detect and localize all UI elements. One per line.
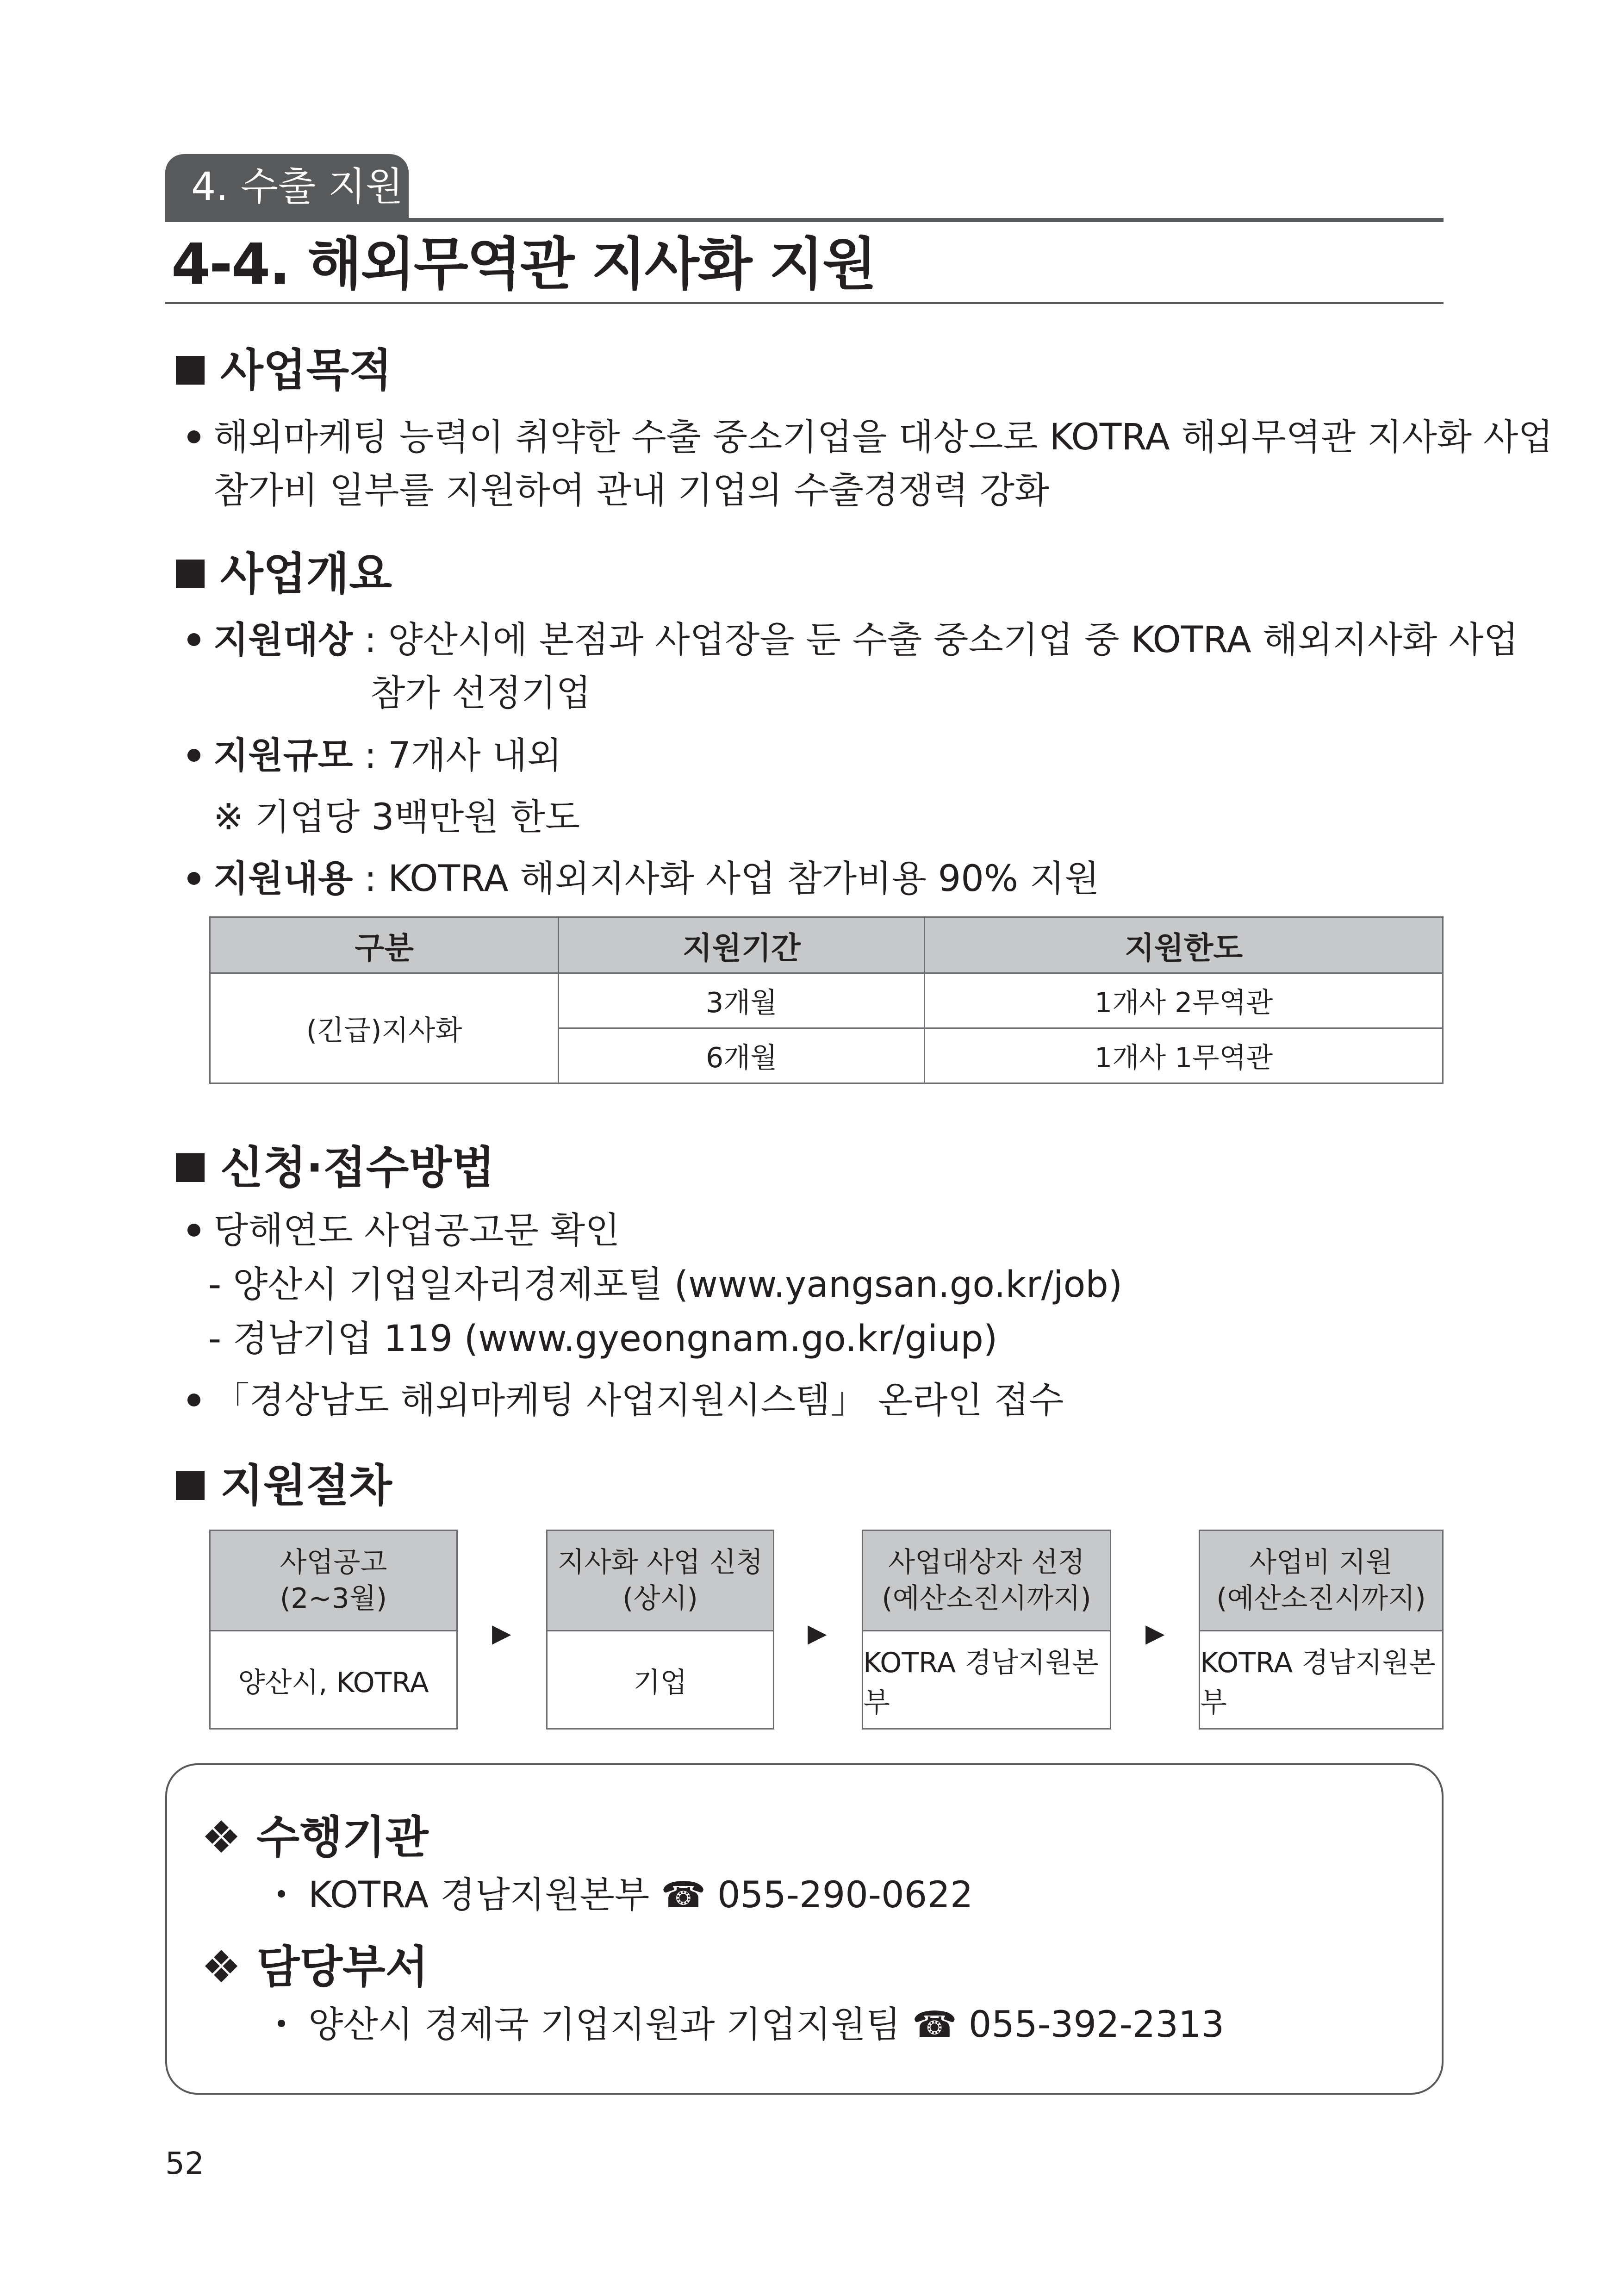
apply-item-1 [187, 1205, 620, 1256]
title-rule-top [165, 218, 1444, 222]
bullet-dot-icon [187, 749, 200, 762]
flow-step-actor: KOTRA 경남지원본부 [863, 1630, 1110, 1730]
agency-line [278, 1870, 973, 1921]
purpose-line-1 [187, 412, 1553, 463]
diamond-marker-icon: ❖ [201, 1941, 242, 1993]
small-bullet-icon [278, 2020, 285, 2027]
support-table [209, 916, 1444, 1084]
section-heading-text: 사업목적 [220, 344, 392, 396]
bullet-dot-icon [187, 633, 200, 646]
flow-step-2 [546, 1530, 774, 1730]
flow-step-head [211, 1531, 456, 1630]
flow-step-sub: (예산소진시까지) [1216, 1582, 1426, 1615]
table-header-cell: 구분 [210, 917, 559, 973]
purpose-line-2: 참가비 일부를 지원하여 관내 기업의 수출경쟁력 강화 [213, 470, 1050, 511]
apply-item-2 [187, 1375, 1064, 1426]
bullet-dot-icon [187, 1394, 200, 1406]
dept-heading-text: 담당부서 [256, 1941, 429, 1993]
flow-step-actor: 기업 [548, 1630, 773, 1730]
flow-arrow-icon: ▶ [808, 1618, 827, 1648]
flow-step-sub: (상시) [622, 1582, 698, 1615]
flow-step-actor: 양산시, KOTRA [211, 1630, 456, 1730]
purpose-text-1: 해외마케팅 능력이 취약한 수출 중소기업을 대상으로 KOTRA 해외무역관 지사화 사업 [213, 417, 1553, 458]
flow-step-sub: (예산소진시까지) [882, 1582, 1091, 1615]
dept-line [278, 1999, 1224, 2050]
table-row [210, 973, 1443, 1028]
square-bullet-icon [176, 560, 205, 588]
table-limit-cell: 1개사 2무역관 [925, 973, 1443, 1028]
flow-step-title: 지사화 사업 신청 [557, 1546, 763, 1579]
flow-step-title: 사업대상자 선정 [888, 1546, 1085, 1579]
apply-item-2-text: 「경상남도 해외마케팅 사업지원시스템」 온라인 접수 [213, 1380, 1064, 1421]
flow-arrow-icon: ▶ [1145, 1618, 1165, 1648]
bullet-dot-icon [187, 430, 200, 443]
agency-text: KOTRA 경남지원본부 ☎ 055-290-0622 [308, 1874, 973, 1916]
agency-heading [201, 1807, 428, 1867]
table-limit-cell: 1개사 1무역관 [925, 1028, 1443, 1083]
bullet-dot-icon [187, 1224, 200, 1237]
section-heading-overview [176, 544, 392, 604]
page-number: 52 [165, 2146, 204, 2181]
scale-text: : 7개사 내외 [353, 735, 562, 777]
flow-step-head [548, 1531, 773, 1630]
square-bullet-icon [176, 356, 205, 385]
table-category-cell: (긴급)지사화 [210, 973, 559, 1083]
flow-step-3 [862, 1530, 1111, 1730]
small-bullet-icon [278, 1890, 285, 1898]
table-period-cell: 6개월 [559, 1028, 925, 1083]
flow-arrow-icon: ▶ [492, 1618, 511, 1648]
overview-target-cont: 참가 선정기업 [370, 672, 591, 714]
flow-step-head [1200, 1531, 1442, 1630]
flow-step-head [863, 1531, 1110, 1630]
title-rule-bottom [165, 302, 1444, 304]
section-heading-procedure [176, 1456, 392, 1516]
dept-heading [201, 1937, 428, 1997]
section-heading-text: 신청·접수방법 [220, 1142, 495, 1194]
target-text: : 양산시에 본점과 사업장을 둔 수출 중소기업 중 KOTRA 해외지사화 사업 [353, 619, 1518, 661]
content-label: 지원내용 [213, 858, 353, 900]
section-heading-purpose [176, 340, 392, 400]
chapter-tab: 4. 수출 지원 [165, 154, 409, 219]
section-heading-text: 사업개요 [220, 548, 392, 600]
table-period-cell: 3개월 [559, 973, 925, 1028]
flow-step-title: 사업비 지원 [1250, 1546, 1393, 1579]
apply-item-1-text: 당해연도 사업공고문 확인 [213, 1210, 620, 1251]
square-bullet-icon [176, 1471, 205, 1500]
scale-label: 지원규모 [213, 735, 353, 777]
page-title: 4-4. 해외무역관 지사화 지원 [171, 231, 876, 297]
table-header-cell: 지원기간 [559, 917, 925, 973]
overview-scale-note: ※ 기업당 3백만원 한도 [213, 796, 580, 838]
square-bullet-icon [176, 1153, 205, 1182]
flow-step-1 [209, 1530, 458, 1730]
overview-scale [187, 730, 562, 781]
overview-content [187, 853, 1099, 904]
diamond-marker-icon: ❖ [201, 1811, 242, 1863]
content-text: : KOTRA 해외지사화 사업 참가비용 90% 지원 [353, 858, 1100, 900]
dept-text: 양산시 경제국 기업지원과 기업지원팀 ☎ 055-392-2313 [308, 2004, 1225, 2046]
flow-step-title: 사업공고 [280, 1546, 387, 1579]
apply-sub-2: - 경남기업 119 (www.gyeongnam.go.kr/giup) [208, 1318, 998, 1360]
target-label: 지원대상 [213, 619, 353, 661]
flow-step-actor: KOTRA 경남지원본부 [1200, 1630, 1442, 1730]
flow-step-4 [1199, 1530, 1444, 1730]
flow-step-sub: (2~3월) [280, 1582, 387, 1615]
section-heading-apply [176, 1138, 495, 1198]
section-heading-text: 지원절차 [220, 1460, 392, 1512]
overview-target [187, 615, 1518, 666]
apply-sub-1: - 양산시 기업일자리경제포털 (www.yangsan.go.kr/job) [208, 1264, 1123, 1306]
table-header-row [210, 917, 1443, 973]
table-header-cell: 지원한도 [925, 917, 1443, 973]
agency-heading-text: 수행기관 [256, 1811, 429, 1863]
bullet-dot-icon [187, 872, 200, 885]
